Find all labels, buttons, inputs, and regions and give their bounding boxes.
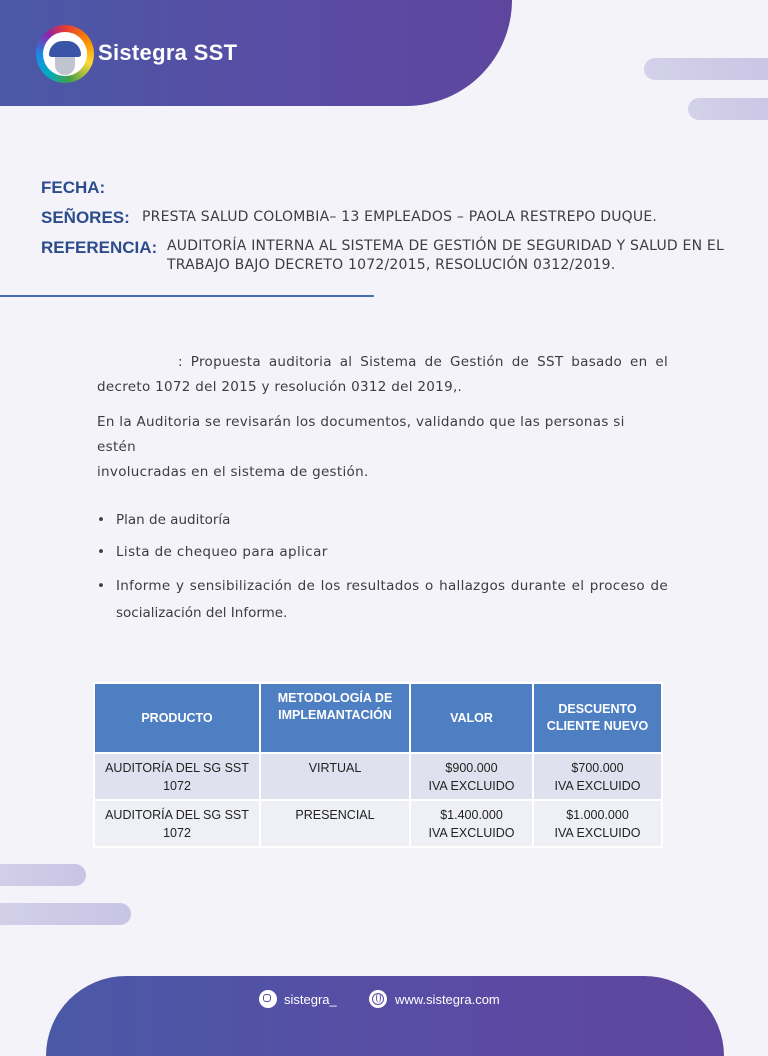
table-cell: $900.000 IVA EXCLUIDO bbox=[410, 753, 533, 800]
decorative-pill bbox=[644, 58, 768, 80]
paragraph-line: decreto 1072 del 2015 y resolución 0312 del 2019,. bbox=[97, 379, 463, 395]
paragraph-proposal bbox=[97, 350, 668, 400]
instagram-handle[interactable]: sistegra_ bbox=[284, 992, 337, 1007]
decorative-pill bbox=[0, 864, 86, 886]
table-header-cell: PRODUCTO bbox=[94, 683, 260, 753]
list-item-text: Informe y sensibilización de los resultados o hallazgos durante el proceso de bbox=[116, 578, 668, 594]
table-header-row bbox=[94, 683, 662, 753]
table-cell: AUDITORÍA DEL SG SST 1072 bbox=[94, 800, 260, 847]
referencia-label: REFERENCIA: bbox=[41, 238, 158, 257]
helmet-shape bbox=[49, 41, 81, 57]
senores-label: SEÑORES: bbox=[41, 208, 130, 227]
face-shape bbox=[55, 57, 75, 75]
website-link[interactable]: www.sistegra.com bbox=[395, 992, 500, 1007]
bullet-icon: • bbox=[97, 544, 105, 560]
table-cell: $700.000 IVA EXCLUIDO bbox=[533, 753, 662, 800]
table-header-cell: METODOLOGÍA DE IMPLEMANTACIÓN bbox=[260, 683, 410, 753]
globe-icon[interactable] bbox=[369, 990, 387, 1008]
paragraph-line: : Propuesta auditoria al Sistema de Gestión de SST basado en el bbox=[178, 354, 668, 370]
helmet-logo-icon bbox=[43, 32, 87, 76]
fecha-label: FECHA: bbox=[41, 178, 106, 197]
pricing-table bbox=[93, 682, 663, 848]
referencia-value-line1: AUDITORÍA INTERNA AL SISTEMA DE GESTIÓN DE SEGURIDAD Y SALUD EN EL bbox=[167, 238, 724, 254]
table-row bbox=[94, 753, 662, 800]
list-item-text: Lista de chequeo para aplicar bbox=[116, 544, 328, 560]
instagram-icon[interactable] bbox=[259, 990, 277, 1008]
decorative-pill bbox=[688, 98, 768, 120]
table-cell: AUDITORÍA DEL SG SST 1072 bbox=[94, 753, 260, 800]
list-item-text: socialización del Informe. bbox=[116, 605, 288, 621]
table-cell: PRESENCIAL bbox=[260, 800, 410, 847]
table-cell: $1.400.000 IVA EXCLUIDO bbox=[410, 800, 533, 847]
section-divider bbox=[0, 295, 374, 297]
table-cell: $1.000.000 IVA EXCLUIDO bbox=[533, 800, 662, 847]
referencia-value-line2: TRABAJO BAJO DECRETO 1072/2015, RESOLUCIÓN 0312/2019. bbox=[167, 257, 616, 273]
table-header-cell: VALOR bbox=[410, 683, 533, 753]
senores-value: PRESTA SALUD COLOMBIA– 13 EMPLEADOS – PAOLA RESTREPO DUQUE. bbox=[142, 209, 658, 225]
table-header-cell: DESCUENTO CLIENTE NUEVO bbox=[533, 683, 662, 753]
paragraph-line: En la Auditoria se revisarán los documentos, validando que las personas si estén bbox=[97, 414, 625, 455]
brand-name: Sistegra SST bbox=[98, 40, 238, 65]
paragraph-review bbox=[97, 410, 668, 485]
list-item-text: Plan de auditoría bbox=[116, 512, 231, 528]
paragraph-line: involucradas en el sistema de gestión. bbox=[97, 464, 369, 480]
table-row bbox=[94, 800, 662, 847]
table-cell: VIRTUAL bbox=[260, 753, 410, 800]
sistegra-logo bbox=[36, 25, 94, 83]
footer-band bbox=[46, 976, 724, 1056]
bullet-icon: • bbox=[97, 512, 105, 528]
bullet-icon: • bbox=[97, 578, 105, 594]
decorative-pill bbox=[0, 903, 131, 925]
